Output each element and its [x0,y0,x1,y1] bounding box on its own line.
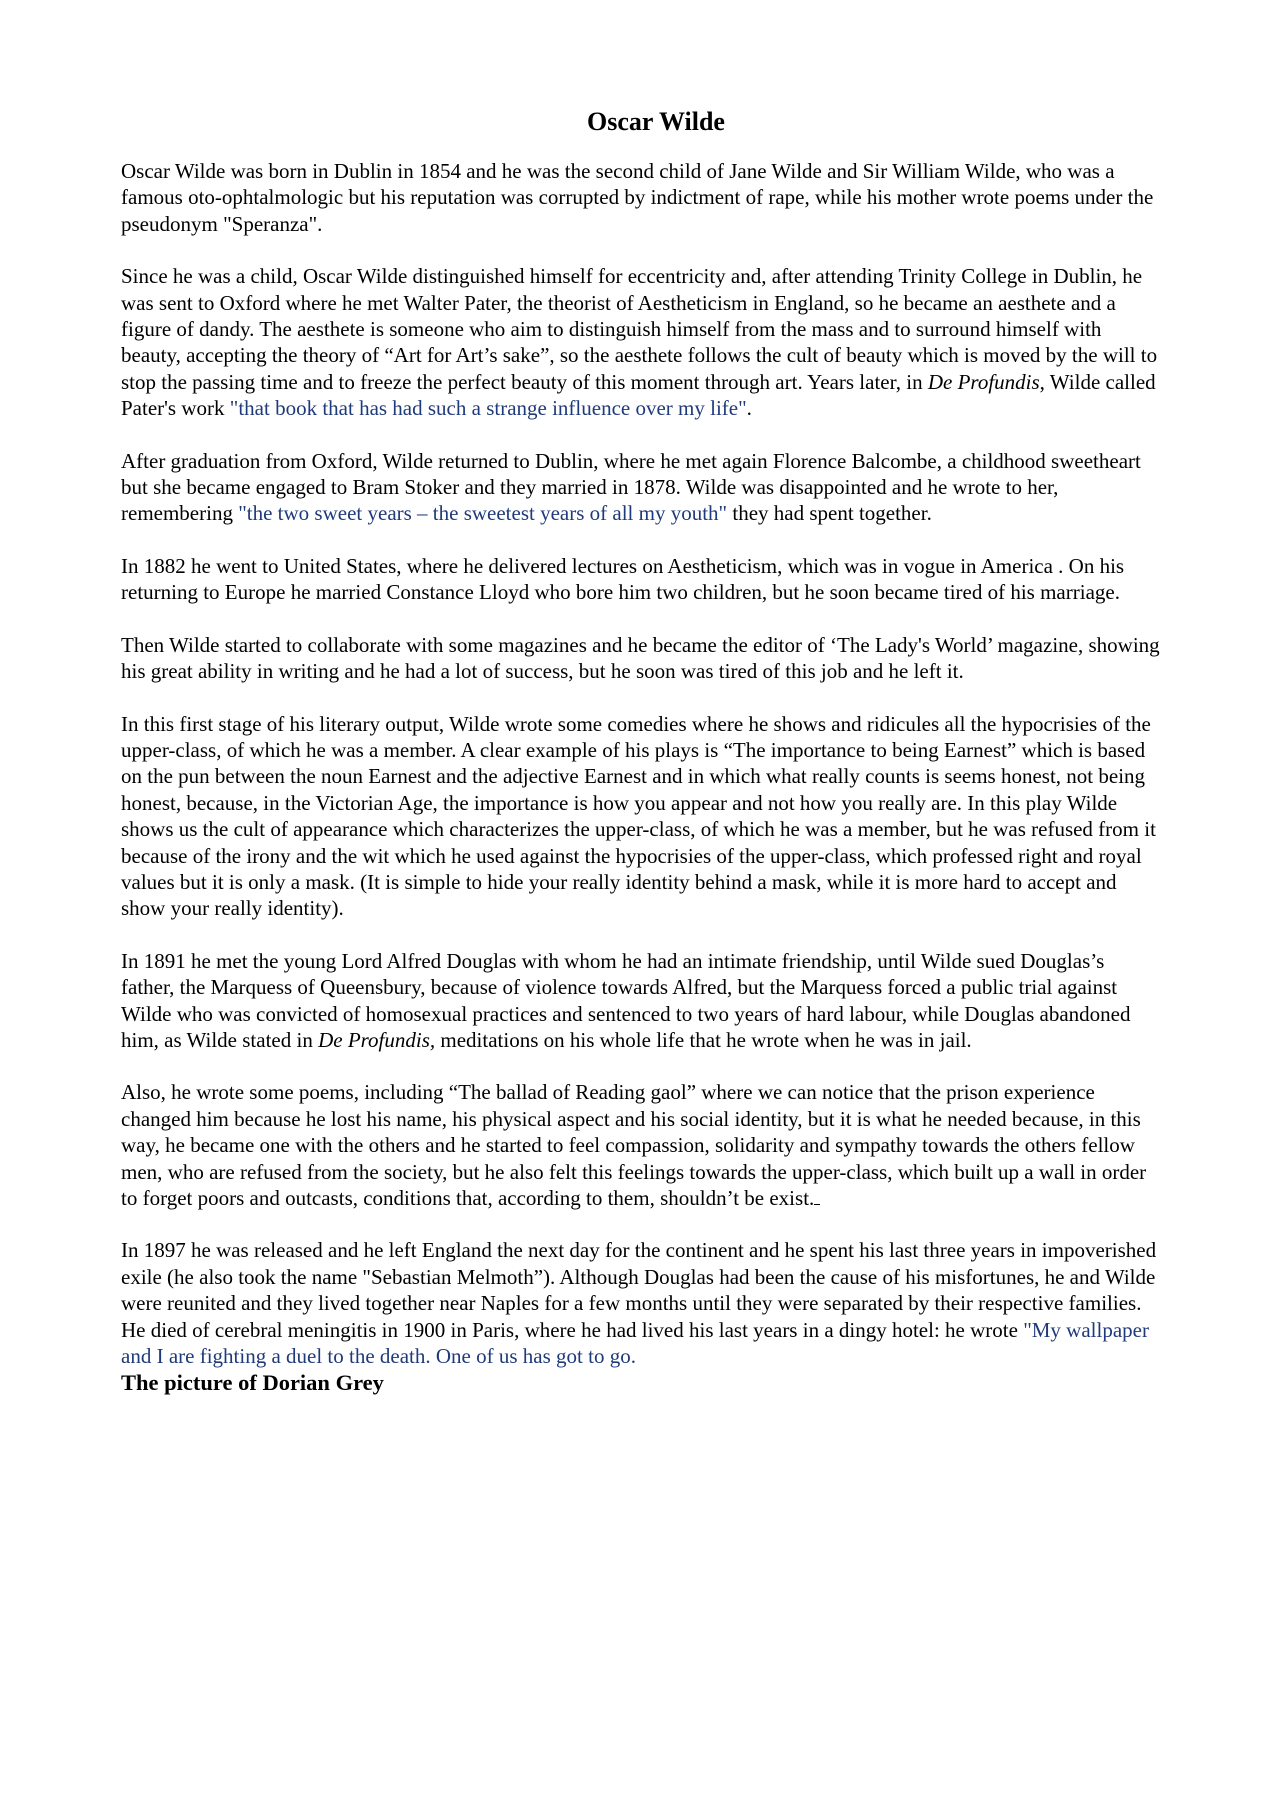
quote-sweet-years: "the two sweet years – the sweetest years of all my youth" [238,501,728,526]
paragraph-united-states [121,553,1161,606]
italic-de-profundis: De Profundis [927,369,1040,394]
paragraph-douglas [121,948,1161,1054]
paragraph-death-text: He died of cerebral meningitis in 1900 in Paris, where he had lived his last years in a dingy hotel: he wrote [121,1317,1024,1342]
paragraph-death [121,1317,1161,1370]
paragraph-douglas-text: In 1891 he met the young Lord Alfred Douglas with whom he had an intimate friendship, until Wilde sued Douglas’s father, the Marquess of Queensbury, because of violence towards Alfred, but the Marquess forced a public trial against Wilde who was convicted of homosexual practices and sentenced to two years of hard labour, while Douglas abandoned him, as Wilde stated in [121,948,1131,1052]
paragraph-aestheticism [121,263,1161,421]
paragraph-birth [121,158,1161,237]
paragraph-magazines [121,632,1161,685]
paragraph-poems [121,1079,1161,1211]
paragraph-douglas-end: meditations on his whole life that he wrote when he was in jail. [435,1027,972,1052]
paragraph-exile-text: In 1897 he was released and he left England the next day for the continent and he spent his last three years in impoverished exile (he also took the name "Sebastian Melmoth”). Although Douglas had been the cause of his misfortunes, he and Wilde were reunited and they lived together near Naples for a few months until they were separated by their respective families. [121,1238,1157,1316]
paragraph-exile [121,1237,1161,1316]
section-heading-dorian-grey: The picture of Dorian Grey [121,1370,384,1396]
paragraph-comedies [121,711,1161,922]
paragraph-united-states-text: In 1882 he went to United States, where he delivered lectures on Aestheticism, which was in vogue in America . On his returning to Europe he married Constance Lloyd who bore him two children, but he soon became tired of his marriage. [121,553,1125,605]
document-title: Oscar Wilde [587,107,725,136]
paragraph-balcombe [121,448,1161,527]
underline-mark [814,1186,820,1205]
paragraph-magazines-text: Then Wilde started to collaborate with some magazines and he became the editor of ‘The Lady's World’ magazine, showing his great ability in writing and he had a lot of success, but he soon was tired of this job and he left it. [121,632,1160,684]
quote-pater: "that book that has had such a strange influence over my life" [229,396,747,421]
italic-de-profundis-2: De Profundis, [318,1027,436,1052]
paragraph-poems-text: Also, he wrote some poems, including “The ballad of Reading gaol” where we can notice that the prison experience changed him because he lost his name, his physical aspect and his social identity, but it is what he needed because, in this way, he became one with the others and he started to feel compassion, solidarity and sympathy towards the others fellow men, who are refused from the society, but he also felt this feelings towards the upper-class, which built up a wall in order to forget poors and outcasts, conditions that, according to them, shouldn’t be exist. [121,1080,1147,1210]
document-page [121,104,1161,1397]
paragraph-balcombe-end: they had spent together. [727,501,932,526]
paragraph-aestheticism-end: . [746,396,752,421]
paragraph-comedies-text: In this first stage of his literary output, Wilde wrote some comedies where he shows and ridicules all the hypocrisies of the upper-class, of which he was a member. A clear example of his plays is “The importance to being Earnest” which is based on the pun between the noun Earnest and the adjective Earnest and in which what really counts is seems honest, not being honest, because, in the Victorian Age, the importance is how you appear and not how you really are. In this play Wilde shows us the cult of appearance which characterizes the upper-class, of which he was a member, but he was refused from it because of the irony and the wit which he used against the hypocrisies of the upper-class, which professed right and royal values but it is only a mask. (It is simple to hide your really identity behind a mask, while it is more hard to accept and show your really identity). [121,711,1156,921]
quote-wallpaper: "My wallpaper and I are fighting a duel to the death. One of us has got to go. [121,1317,1149,1369]
paragraph-balcombe-text: After graduation from Oxford, Wilde returned to Dublin, where he met again Florence Balcombe, a childhood sweetheart but she became engaged to Bram Stoker and they married in 1878. Wilde was disappointed and he wrote to her, remembering [121,448,1141,526]
paragraph-aestheticism-text-2: , Wilde called Pater's work [121,369,1156,421]
paragraph-aestheticism-text: Since he was a child, Oscar Wilde distinguished himself for eccentricity and, after attending Trinity College in Dublin, he was sent to Oxford where he met Walter Pater, the theorist of Aestheticism in England, so he became an aesthete and a figure of dandy. The aesthete is someone who aim to distinguish himself from the mass and to surround himself with beauty, accepting the theory of “Art for Art’s sake”, so the aesthete follows the cult of beauty which is moved by the will to stop the passing time and to freeze the perfect beauty of this moment through art. Years later, in [121,264,1158,394]
paragraph-birth-text: Oscar Wilde was born in Dublin in 1854 and he was the second child of Jane Wilde and Sir William Wilde, who was a famous oto-ophtalmologic but his reputation was corrupted by indictment of rape, while his mother wrote poems under the pseudonym "Speranza". [121,159,1154,236]
